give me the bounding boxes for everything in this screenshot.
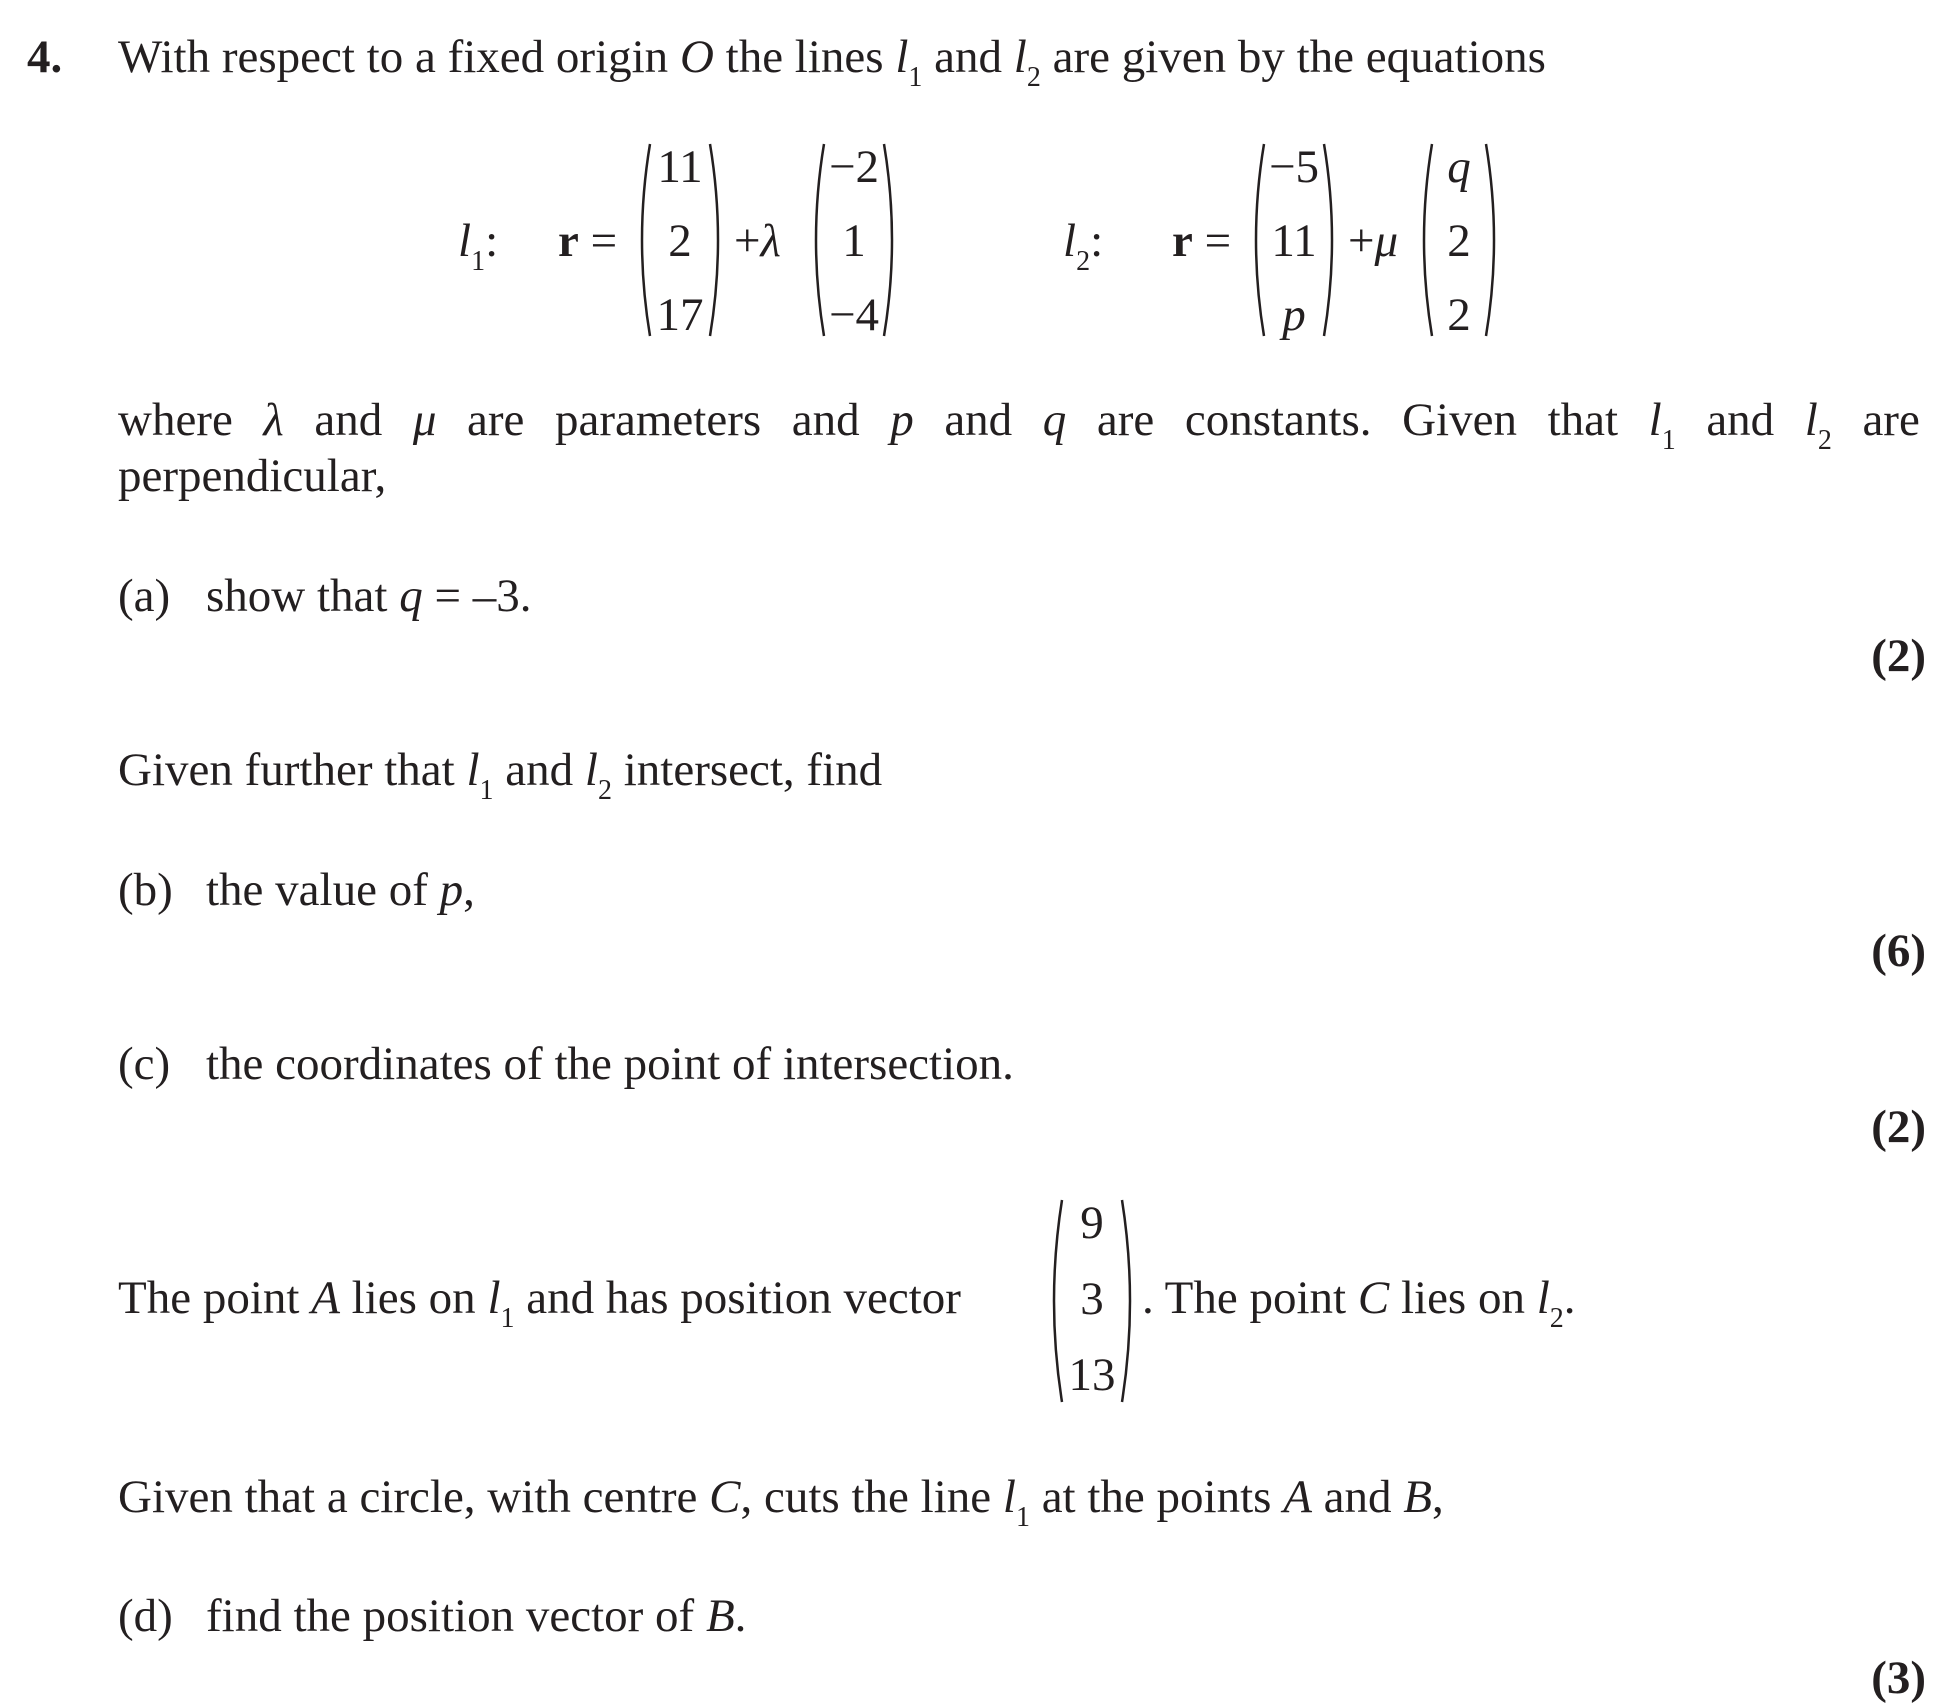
part-a-text: show that q = –3.: [206, 570, 532, 622]
circle-text: Given that a circle, with centre C, cuts the line $l_1$ at the points A and B,: [118, 1471, 1444, 1533]
line2-position-vector: [1246, 140, 1342, 340]
part-a-label: (a): [118, 570, 171, 622]
line2-label: $l_2$:: [1063, 215, 1104, 277]
vector-entry: −4: [828, 289, 879, 341]
part-d-text: find the position vector of B.: [206, 1590, 747, 1642]
line1-label: $l_1$:: [458, 215, 499, 277]
vector-entry: 2: [668, 215, 692, 267]
point-a-text: The point A lies on $l_1$ and has position vector: [118, 1272, 961, 1334]
point-c-text: . The point C lies on $l_2$.: [1142, 1272, 1576, 1334]
part-c-label: (c): [118, 1038, 171, 1090]
point-a-vector: [1044, 1196, 1140, 1406]
part-b-text: the value of p,: [206, 864, 475, 916]
vector-entry: 11: [657, 141, 703, 193]
vector-entry: 11: [1271, 215, 1317, 267]
line2-plus-mu: +μ: [1348, 215, 1399, 267]
line1-direction-vector: [806, 140, 902, 340]
vector-entry: q: [1447, 141, 1471, 193]
vector-entry: −2: [828, 141, 879, 193]
line2-r-equals: r =: [1172, 215, 1232, 267]
further-text: Given further that $l_1$ and $l_2$ intersect, find: [118, 744, 883, 806]
line1-position-vector: [632, 140, 728, 340]
line1-plus-lambda: +λ: [734, 215, 781, 267]
part-b-marks: (6): [1871, 925, 1926, 977]
part-c-text: the coordinates of the point of intersection.: [206, 1038, 1014, 1090]
vector-entry: −5: [1268, 141, 1319, 193]
vector-entry: 13: [1068, 1349, 1116, 1401]
part-a-marks: (2): [1871, 630, 1926, 682]
vector-entry: 3: [1080, 1273, 1104, 1325]
vector-entry: 1: [842, 215, 866, 267]
line1-r-equals: r =: [558, 215, 618, 267]
vector-entry: 2: [1447, 215, 1471, 267]
vector-entry: 2: [1447, 289, 1471, 341]
where-line2: perpendicular,: [118, 450, 387, 502]
part-c-marks: (2): [1871, 1101, 1926, 1153]
intro-text: With respect to a fixed origin O the lines $l_1$ and $l_2$ are given by the equations: [118, 31, 1546, 93]
part-b-label: (b): [118, 864, 173, 916]
vector-entry: p: [1282, 289, 1306, 341]
part-d-marks: (3): [1871, 1652, 1926, 1704]
vector-entry: 17: [656, 289, 704, 341]
where-line: where λ and μ are parameters and p and q are constants. Given that $l_1$ and $l_2$ are: [118, 394, 1920, 456]
line2-direction-vector: [1416, 140, 1502, 340]
part-d-label: (d): [118, 1590, 173, 1642]
question-number: 4.: [27, 31, 63, 83]
vector-entry: 9: [1080, 1197, 1104, 1249]
